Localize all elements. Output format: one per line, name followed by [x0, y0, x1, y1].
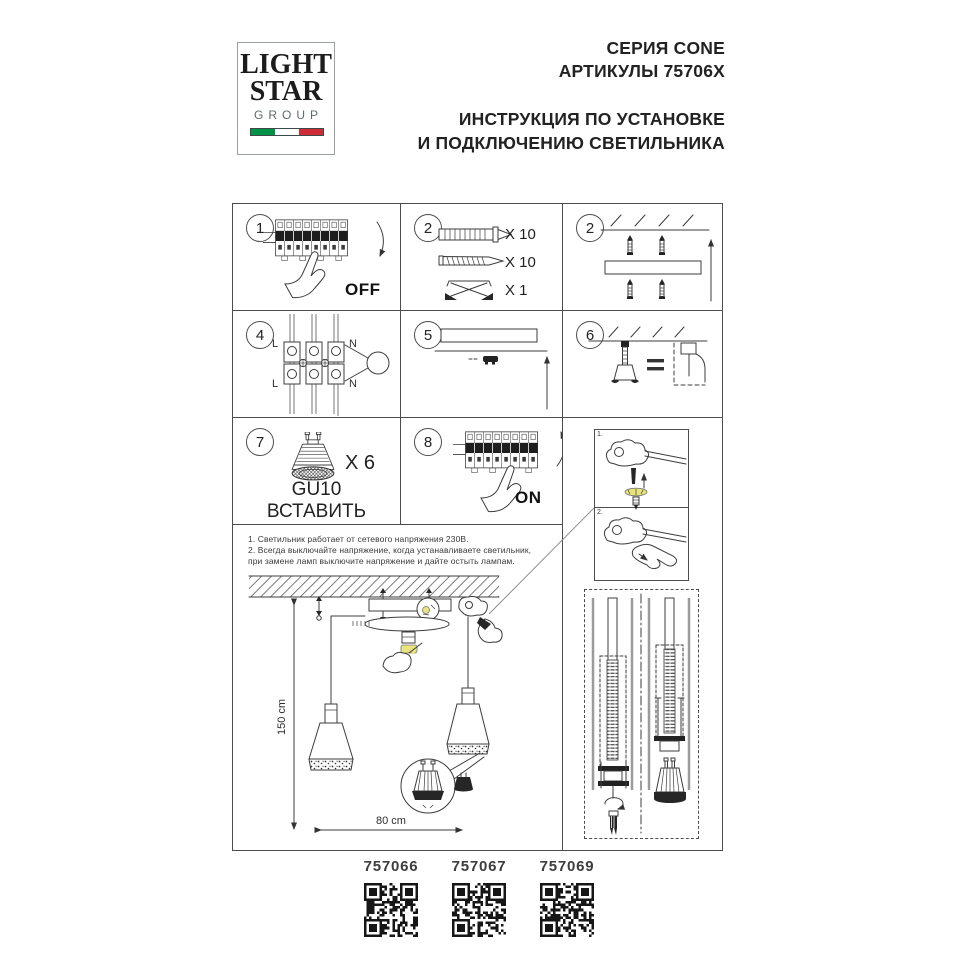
left-cord: [331, 616, 365, 704]
qr-code: [364, 883, 418, 937]
gu10-bulb-icon: [654, 758, 686, 803]
hang-fixture-icon: [577, 323, 712, 413]
pendant-section-drawings: [585, 590, 697, 837]
canopy-icon: [353, 617, 449, 658]
off-label: OFF: [345, 280, 381, 299]
bracket-detail-icon: [674, 343, 705, 385]
bracket-qty: X 1: [505, 282, 528, 299]
svg-text:N: N: [349, 378, 357, 390]
bulb-magnifier-icon: [401, 753, 484, 813]
step-7-panel: [232, 417, 401, 525]
cord-grip-icon: [459, 597, 488, 617]
detail-column: [562, 417, 723, 851]
svg-text:N: N: [349, 338, 357, 350]
magnifier-terminal-icon: [417, 598, 439, 620]
series-title: СЕРИЯ CONE: [606, 38, 725, 58]
note-line-2: 2. Всегда выключайте напряжение, когда устанавливаете светильник,: [248, 545, 532, 555]
height-dimension: [276, 605, 294, 829]
product-code: 757069: [539, 858, 595, 875]
step-2-panel: [400, 203, 563, 311]
hand-icon: [477, 617, 502, 642]
logo-group: GROUP: [253, 108, 323, 122]
equals-icon: [647, 359, 664, 362]
gu10-label: GU10: [291, 479, 342, 500]
step-3-number: 2: [576, 214, 604, 242]
on-label: ON: [515, 488, 542, 507]
detail-2-label: 2.: [597, 509, 603, 516]
ceiling-hatch-icon: [609, 327, 684, 337]
detail-1-label: 1.: [597, 431, 603, 438]
step-4-number: 4: [246, 321, 274, 349]
product-757069: [527, 858, 607, 937]
main-title-line2: И ПОДКЛЮЧЕНИЮ СВЕТИЛЬНИКА: [417, 133, 725, 153]
svg-text:80 cm: 80 cm: [376, 815, 406, 827]
svg-text:L: L: [272, 338, 279, 350]
note-line-1: 1. Светильник работает от сетевого напряжения 230В.: [248, 534, 469, 544]
step-8-number: 8: [414, 428, 442, 456]
dowel-icon: [439, 227, 511, 242]
right-cone-shade: [447, 688, 489, 754]
section-left-icon: [593, 598, 632, 835]
finger-icon: [285, 252, 325, 298]
step-5-number: 5: [414, 321, 442, 349]
step-7-number: 7: [246, 428, 274, 456]
step-4-panel: [232, 310, 401, 418]
bracket-icon: [445, 281, 493, 300]
gu10-bulb-icon: [285, 432, 341, 486]
main-diagram-panel: [232, 524, 563, 851]
width-dimension: [321, 815, 462, 830]
dowel-qty: X 10: [505, 226, 536, 243]
cord-grip-drawings: [595, 430, 688, 580]
ceiling-hatch-icon: [611, 215, 693, 226]
note-line-3: при замене ламп выключите напряжение и дайте остыть лампам.: [248, 556, 515, 566]
bulb-qty: X 6: [345, 452, 376, 474]
step-1-number: 1: [246, 214, 274, 242]
main-title-line1: ИНСТРУКЦИЯ ПО УСТАНОВКЕ: [458, 109, 725, 129]
screw-qty: X 10: [505, 254, 536, 271]
logo-light: LIGHT: [240, 49, 332, 80]
insert-label: ВСТАВИТЬ: [266, 501, 367, 522]
step-8-panel: [400, 417, 563, 525]
product-757066: [351, 858, 431, 937]
fixture-diagram: [233, 525, 562, 850]
step-5-panel: [400, 310, 563, 418]
pendant-section-box: [584, 589, 699, 839]
ceiling-bar-mount-icon: [569, 210, 719, 305]
ceiling-icon: [249, 576, 499, 597]
step-3-panel: [562, 203, 723, 311]
cord-grip-step1-icon: [606, 440, 686, 510]
qr-code: [540, 883, 594, 937]
pendant-grip-icon: [611, 341, 639, 383]
canopy-slide-icon: [429, 321, 559, 413]
cable-clip-icon: [469, 356, 498, 365]
product-code: 757066: [363, 858, 419, 875]
step-6-panel: [562, 310, 723, 418]
lightstar-logo: [237, 42, 335, 155]
step-2-number: 2: [414, 214, 442, 242]
left-cone-shade: [309, 704, 353, 770]
articles-title: АРТИКУЛЫ 75706X: [558, 61, 725, 81]
terminal-block-icon: [265, 314, 400, 416]
product-code: 757067: [451, 858, 507, 875]
step-1-panel: [232, 203, 401, 311]
qr-code: [452, 883, 506, 937]
product-757067: [439, 858, 519, 937]
italian-flag-icon: [250, 128, 324, 136]
cord-grip-detail-box: [594, 429, 689, 581]
screw-icon: [439, 256, 503, 265]
logo-star: STAR: [249, 76, 323, 107]
svg-text:L: L: [272, 378, 279, 390]
cord-grip-step2-icon: [604, 518, 686, 569]
section-right-icon: [649, 598, 689, 803]
small-bulb-icon: [454, 773, 473, 792]
step-6-number: 6: [576, 321, 604, 349]
svg-text:150 cm: 150 cm: [276, 698, 288, 736]
ceiling-hook-icon: [316, 596, 322, 620]
